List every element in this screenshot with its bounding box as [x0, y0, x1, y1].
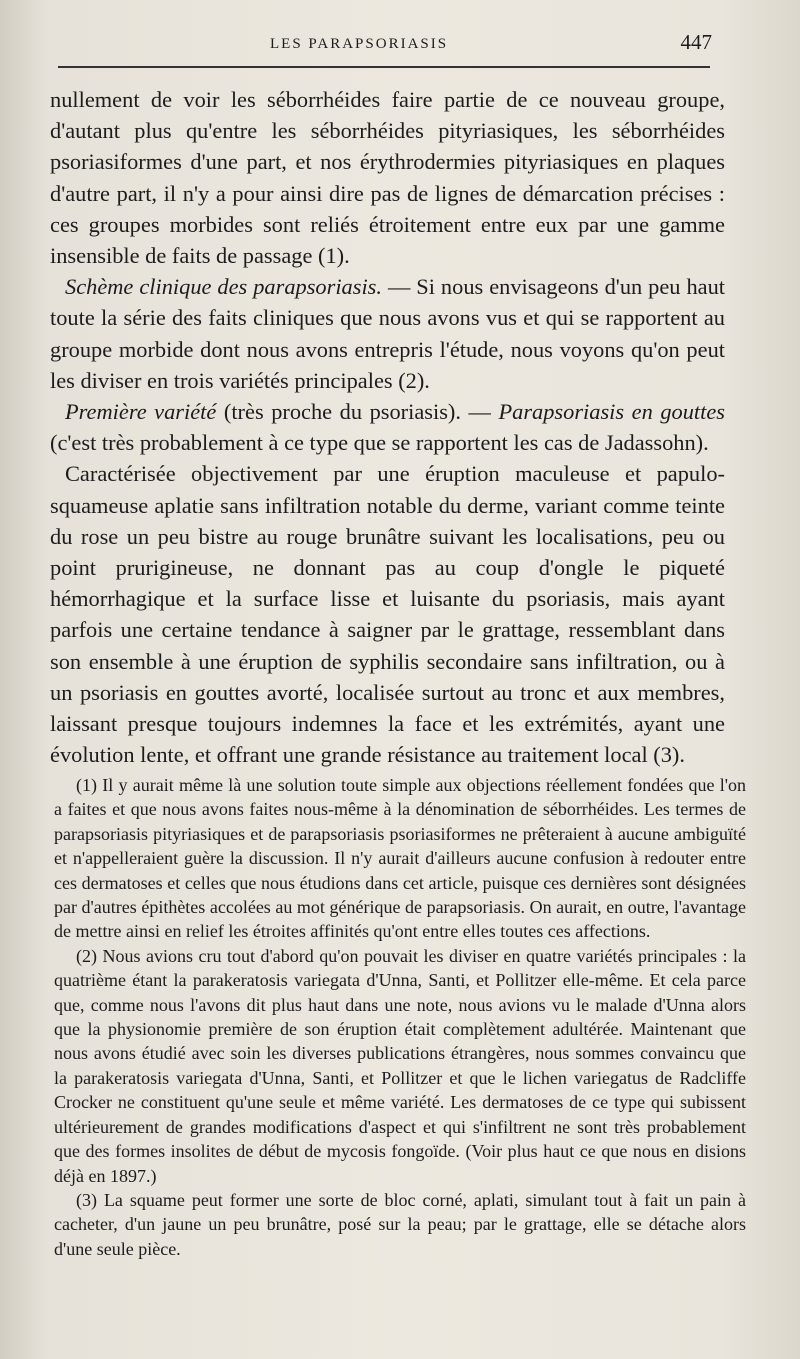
footnotes: [54, 773, 746, 1261]
paragraph-2-text: — Si nous envisageons d'un peu haut toute la série des faits cliniques que nous avons vus et qui se rapportent au groupe morbide dont nous avons entrepris l'étude, nous voyons qu'on peut les diviser en trois variétés principales (2).: [50, 274, 725, 393]
paragraph-1: nullement de voir les séborrhéides faire partie de ce nouveau groupe, d'autant plus qu'entre les séborrhéides pityriasiques, les séborrhéides psoriasiformes d'une part, et nos érythrodermies pityriasiques en plaques d'autre part, il n'y a pour ainsi dire pas de lignes de démarcation précises : ces groupes morbides sont reliés étroitement entre eux par une gamme insensible de faits de passage (1).: [50, 87, 725, 269]
footnote-2: (2) Nous avions cru tout d'abord qu'on pouvait les diviser en quatre variétés principales : la quatrième étant la parakeratosis variegata d'Unna, Santi, et Pollitzer elle-même. Et cela parce que, comme nous l'avons dit plus haut dans une note, nous avions vu le malade d'Unna alors que la physionomie première de son éruption était complètement adultérée. Maintenant que nous avons étudié avec soin les diverses publications étrangères, nous sommes convaincu que la parakeratosis variegata d'Unna, Santi, et Pollitzer et que le lichen variegatus de Radcliffe Crocker ne constituent qu'une seule et même variété. Les dermatoses de ce type qui subissent ultérieurement de grandes modifications d'aspect et qui s'infiltrent ne sont très probablement que des formes insolites de début de mycosis fongoïde. (Voir plus haut ce que nous en disions déjà en 1897.): [54, 945, 746, 1186]
paragraph-2: [50, 271, 725, 396]
section-title-scheme: Schème clinique des parapsoriasis.: [65, 274, 382, 300]
footnote-3: (3) La squame peut former une sorte de bloc corné, aplati, simulant tout à fait un pain à cacheter, d'un jaune un peu brunâtre, posé sur la peau; par le grattage, elle se détache alors d'une seule pièce.: [54, 1189, 746, 1259]
paragraph-3: [50, 396, 725, 458]
paragraph-3-text-a: (très proche du psoriasis). —: [216, 399, 499, 425]
section-title-parapsoriasis-gouttes: Parapsoriasis en gouttes: [498, 399, 725, 425]
running-head: [58, 30, 712, 64]
running-title: LES PARAPSORIASIS: [270, 36, 449, 52]
section-title-first-variety: Première variété: [65, 399, 217, 425]
page-number: 447: [680, 30, 712, 54]
paragraph-4: Caractérisée objectivement par une éruption maculeuse et papulo-squameuse aplatie sans infiltration notable du derme, variant comme teinte du rose un peu bistre au rouge brunâtre suivant les localisations, peu ou point prurigineuse, ne donnant pas au coup d'ongle le piqueté hémorrhagique et la surface lisse et luisante du psoriasis, mais ayant parfois une certaine tendance à saigner par le grattage, ressemblant dans son ensemble à une éruption de syphilis secondaire sans infiltration, ou à un psoriasis en gouttes avorté, localisée surtout au tronc et aux membres, laissant presque toujours indemnes la face et les extrémités, ayant une évolution lente, et offrant une grande résistance au traitement local (3).: [50, 461, 725, 768]
header-rule: [58, 66, 710, 68]
paragraph-3-text-b: (c'est très probablement à ce type que se rapportent les cas de Jadassohn).: [50, 430, 709, 456]
main-text: [50, 84, 725, 770]
footnote-1: (1) Il y aurait même là une solution toute simple aux objections réellement fondées que l'on a faites et que nous avons faites nous-même à la dénomination de séborrhéides. Les termes de parapsoriasis pityriasiques et de parapsoriasis psoriasiformes ne prêteraient à aucune ambiguïté et n'appelleraient guère la discussion. Il n'y aurait d'ailleurs aucune confusion à redouter entre ces dermatoses et celles que nous étudions dans cet article, puisque ces dernières sont désignées par d'autres épithètes accolées au mot générique de parapsoriasis. On aurait, en outre, l'avantage de mettre ainsi en relief les étroites affinités qu'ont entre elles toutes ces affections.: [54, 775, 746, 942]
